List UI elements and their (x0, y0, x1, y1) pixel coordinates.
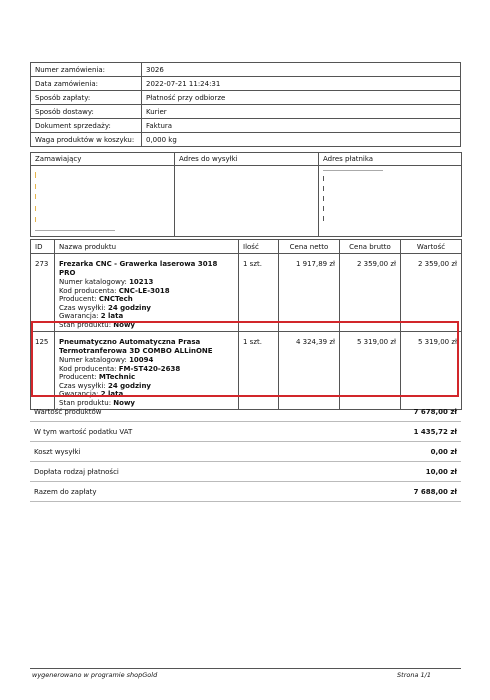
summary-row (30, 462, 461, 482)
item-detail: Stan produktu: Nowy (59, 320, 135, 329)
order-info-label: Data zamówienia: (31, 77, 142, 91)
payer-address-cell (319, 166, 462, 237)
col-header-total: Wartość (401, 240, 462, 254)
item-name: Pneumatyczno Automatyczna Prasa Termotranferowa 3D COMBO ALLinONE (59, 338, 213, 355)
col-header-id: ID (31, 240, 55, 254)
item-id: 125 (31, 332, 55, 410)
redacted-mark (35, 184, 36, 189)
item-qty: 1 szt. (239, 254, 279, 332)
summary-value: 10,00 zł (425, 467, 457, 476)
buyer-header: Zamawiający (31, 153, 175, 166)
col-header-net: Cena netto (279, 240, 340, 254)
redacted-mark (323, 196, 324, 201)
item-detail: Numer katalogowy: 10213 (59, 278, 154, 286)
redacted-mark (35, 194, 36, 199)
buyer-address-cell (31, 166, 175, 237)
order-info-label: Waga produktów w koszyku: (31, 133, 142, 147)
summary-value: 7 678,00 zł (413, 407, 457, 416)
item-detail: Czas wysyłki: 24 godziny (59, 303, 151, 312)
item-description (55, 254, 239, 332)
order-info-label: Numer zamówienia: (31, 63, 142, 77)
table-row (31, 254, 462, 332)
summary-row (30, 482, 461, 502)
order-info-row (31, 133, 461, 147)
page-footer (30, 668, 461, 679)
order-info-value: Faktura (142, 119, 461, 133)
footer-page-number: Strona 1/1 (397, 671, 431, 679)
summary-row (30, 422, 461, 442)
item-detail: Kod producenta: FM-ST420-2638 (59, 364, 181, 373)
item-gross-price: 2 359,00 zł (340, 254, 401, 332)
order-info-value: 3026 (142, 63, 461, 77)
redacted-mark (35, 217, 36, 222)
redacted-mark (323, 216, 324, 221)
order-info-row (31, 91, 461, 105)
summary-label: Wartość produktów (34, 407, 102, 416)
order-info-label: Dokument sprzedaży: (31, 119, 142, 133)
highlight-box (31, 321, 459, 397)
summary-value: 1 435,72 zł (413, 427, 457, 436)
item-name: Frezarka CNC - Grawerka laserowa 3018 PRO (59, 260, 218, 277)
items-header-row (31, 240, 462, 254)
redacted-mark (323, 170, 383, 171)
redacted-mark (35, 172, 36, 178)
order-info-row (31, 105, 461, 119)
shipping-header: Adres do wysyłki (175, 153, 319, 166)
col-header-gross: Cena brutto (340, 240, 401, 254)
item-detail: Numer katalogowy: 10094 (59, 356, 154, 364)
order-info-table (30, 62, 461, 147)
item-detail: Gwarancja: 2 lata (59, 390, 124, 398)
footer-generator: wygenerowano w programie shopGold (32, 671, 158, 679)
col-header-name: Nazwa produktu (55, 240, 239, 254)
redacted-mark (35, 206, 36, 211)
order-summary (30, 402, 461, 502)
item-gross-price: 5 319,00 zł (340, 332, 401, 410)
item-detail: Gwarancja: 2 lata (59, 312, 124, 320)
redacted-email (35, 230, 115, 231)
item-net-price: 1 917,89 zł (279, 254, 340, 332)
item-qty: 1 szt. (239, 332, 279, 410)
order-info-label: Sposób zapłaty: (31, 91, 142, 105)
item-id: 273 (31, 254, 55, 332)
item-detail: Czas wysyłki: 24 godziny (59, 381, 151, 390)
order-info-row (31, 119, 461, 133)
order-info-row (31, 77, 461, 91)
redacted-mark (323, 206, 324, 211)
summary-value: 0,00 zł (430, 447, 457, 456)
item-total: 5 319,00 zł (401, 332, 462, 410)
order-info-row (31, 63, 461, 77)
summary-row (30, 402, 461, 422)
payer-header: Adres płatnika (319, 153, 462, 166)
order-info-value: Płatność przy odbiorze (142, 91, 461, 105)
item-net-price: 4 324,39 zł (279, 332, 340, 410)
summary-label: Razem do zapłaty (34, 487, 97, 496)
redacted-mark (323, 176, 324, 181)
summary-label: W tym wartość podatku VAT (34, 427, 133, 436)
item-total: 2 359,00 zł (401, 254, 462, 332)
redacted-mark (323, 186, 324, 191)
summary-row (30, 442, 461, 462)
item-detail: Kod producenta: CNC-LE-3018 (59, 286, 170, 295)
order-info-value: 0,000 kg (142, 133, 461, 147)
col-header-qty: Ilość (239, 240, 279, 254)
shipping-address-cell (175, 166, 319, 237)
summary-label: Dopłata rodzaj płatności (34, 467, 119, 476)
addresses-table (30, 152, 462, 237)
order-info-value: Kurier (142, 105, 461, 119)
order-info-value: 2022-07-21 11:24:31 (142, 77, 461, 91)
summary-label: Koszt wysyłki (34, 447, 81, 456)
order-info-label: Sposób dostawy: (31, 105, 142, 119)
summary-value: 7 688,00 zł (413, 487, 457, 496)
item-detail: Producent: MTechnic (59, 373, 136, 381)
item-detail: Producent: CNCTech (59, 295, 133, 303)
item-detail: Stan produktu: Nowy (59, 398, 135, 407)
